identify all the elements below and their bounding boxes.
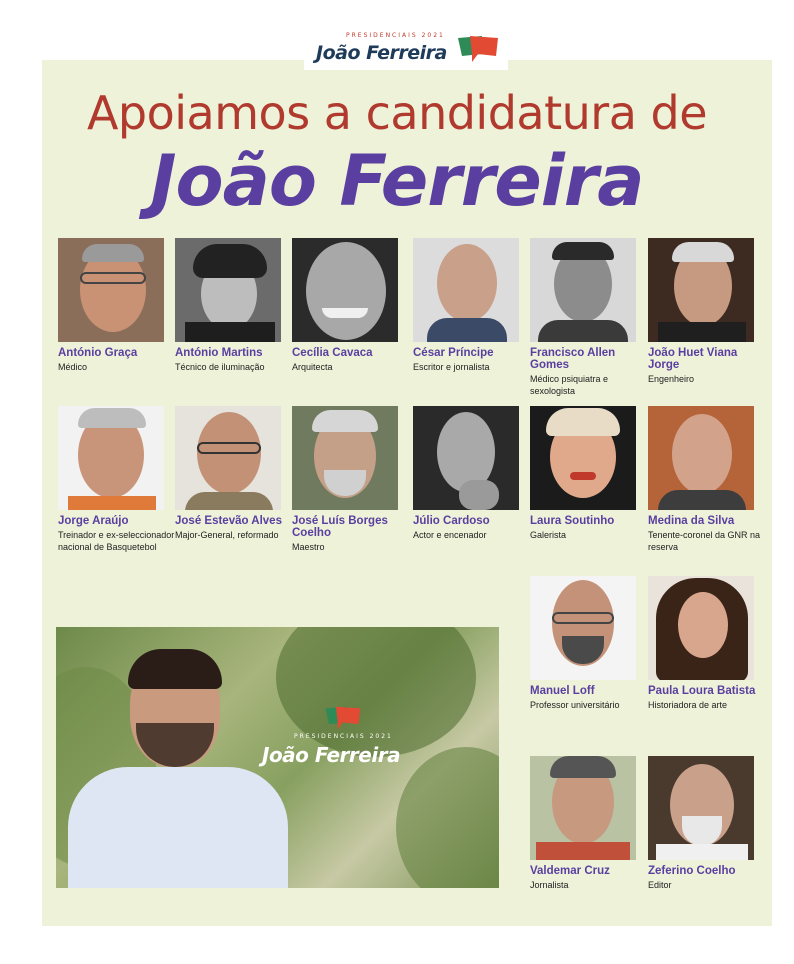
supporter-role: Escritor e jornalista [413,362,490,372]
supporter-role: Historiadora de arte [648,700,728,710]
headline-candidate: João Ferreira [150,140,644,222]
supporter-name: Medina da Silva [648,515,735,527]
hero-logo-subtitle: PRESIDENCIAIS 2021 [294,733,393,740]
supporter-name: António Graça [58,347,138,359]
supporter-card [292,238,410,373]
logo-subtitle: PRESIDENCIAIS 2021 [346,32,445,39]
supporter-card [530,238,648,397]
supporter-role: Professor universitário [530,700,620,710]
supporter-photo [292,406,398,510]
supporter-role: Editor [648,880,672,890]
supporter-role: Engenheiro [648,374,695,384]
supporter-role: Major-General, reformado [175,530,279,540]
supporter-card [648,576,766,711]
supporter-role: Tenente-coronel da GNR na reserva [648,530,761,552]
supporter-name: Laura Soutinho [530,515,615,527]
speech-bubble-icon [454,32,500,66]
candidate-photo [56,627,499,888]
logo-name: João Ferreira [316,42,447,64]
supporter-role: Jornalista [530,880,569,890]
supporter-name: José Luís Borges Coelho [292,515,388,539]
supporter-role: Actor e encenador [413,530,487,540]
supporter-photo [58,238,164,342]
supporter-photo [530,756,636,860]
supporter-role: Maestro [292,542,325,552]
supporter-card [413,406,531,541]
supporter-name: Valdemar Cruz [530,865,610,877]
headline-support: Apoiamos a candidatura de [86,86,708,140]
hero-logo-name: João Ferreira [262,743,401,767]
supporter-card [530,756,648,891]
supporter-role: Médico [58,362,88,372]
speech-bubble-icon [322,703,362,733]
supporter-photo [530,576,636,680]
supporter-card [175,406,293,541]
supporter-photo [292,238,398,342]
supporter-photo [648,238,754,342]
supporter-role: Galerista [530,530,567,540]
supporter-card [58,238,176,373]
supporter-card [530,406,648,541]
supporter-card [648,238,766,385]
supporter-name: Júlio Cardoso [413,515,490,527]
supporter-photo [530,406,636,510]
supporter-photo [530,238,636,342]
campaign-logo [304,26,508,70]
supporter-name: João Huet Viana Jorge [648,347,738,371]
supporter-photo [175,238,281,342]
supporter-photo [413,238,519,342]
supporter-card [58,406,176,553]
supporter-name: Manuel Loff [530,685,595,697]
supporter-role: Treinador e ex-seleccionador nacional de Basquetebol [58,530,175,552]
supporter-name: Zeferino Coelho [648,865,736,877]
supporter-photo [648,756,754,860]
supporter-photo [648,406,754,510]
supporter-photo [58,406,164,510]
supporter-name: Paula Loura Batista [648,685,756,697]
supporter-name: César Príncipe [413,347,494,359]
supporter-card [648,756,766,891]
supporter-card [648,406,766,553]
supporter-name: Jorge Araújo [58,515,129,527]
supporter-card [175,238,293,373]
supporter-role: Técnico de iluminação [175,362,265,372]
supporter-role: Arquitecta [292,362,333,372]
supporter-photo [413,406,519,510]
supporter-name: Cecília Cavaca [292,347,373,359]
supporter-photo [175,406,281,510]
supporter-card [292,406,410,553]
supporter-photo [648,576,754,680]
supporter-role: Médico psiquiatra e sexologista [530,374,609,396]
supporter-name: António Martins [175,347,263,359]
supporter-card [530,576,648,711]
supporter-card [413,238,531,373]
supporter-name: Francisco Allen Gomes [530,347,616,371]
supporter-name: José Estevão Alves [175,515,282,527]
